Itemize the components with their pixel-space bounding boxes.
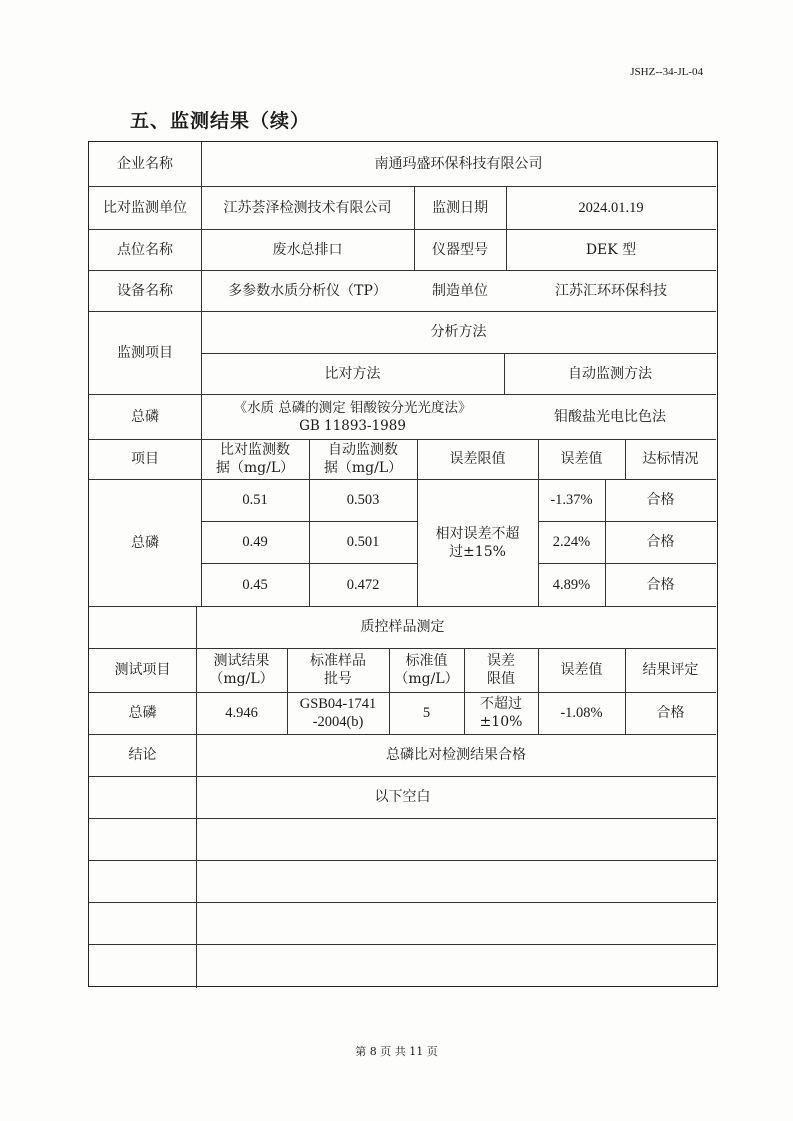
error-value: -1.37% bbox=[550, 492, 593, 508]
comparison-method-line: 《水质 总磷的测定 钼酸铵分光光度法》 bbox=[233, 399, 472, 416]
auto-value: 0.472 bbox=[346, 576, 380, 593]
header-error-value: 误差值 bbox=[560, 451, 603, 467]
monitoring-date-value: 2024.01.19 bbox=[578, 199, 644, 216]
qc-header-limit bbox=[464, 648, 538, 692]
instrument-model-label: 仪器型号 bbox=[432, 241, 488, 258]
monitoring-results-table bbox=[88, 141, 718, 987]
monitoring-date-label: 监测日期 bbox=[432, 199, 488, 216]
header-compare-data bbox=[201, 439, 309, 479]
qc-limit-line1: 不超过 bbox=[480, 696, 522, 712]
qc-batch-line2: -2004(b) bbox=[312, 714, 364, 730]
qc-header-standard-line1: 标准值 bbox=[405, 653, 448, 669]
qc-item: 总磷 bbox=[128, 705, 157, 721]
qc-header-batch-line1: 标准样品 bbox=[310, 653, 366, 669]
header-auto-data bbox=[309, 439, 417, 479]
qc-header-eval: 结果评定 bbox=[642, 662, 699, 678]
comparison-parameter: 总磷 bbox=[131, 534, 159, 551]
qc-batch-line1: GSB04-1741 bbox=[299, 696, 377, 712]
comparison-method-standard: GB 11893-1989 bbox=[299, 417, 406, 434]
manufacturer-value: 江苏汇环环保科技 bbox=[555, 282, 667, 299]
compare-value: 0.51 bbox=[242, 492, 268, 508]
qc-header-batch bbox=[287, 648, 389, 692]
company-value: 南通玛盛环保科技有限公司 bbox=[374, 156, 543, 172]
error-value: 4.89% bbox=[552, 576, 591, 593]
header-status: 达标情况 bbox=[642, 451, 699, 467]
row-divider bbox=[89, 944, 716, 945]
compare-value: 0.49 bbox=[242, 534, 268, 550]
row-divider bbox=[89, 818, 716, 819]
qc-header-limit-line2: 限值 bbox=[487, 671, 515, 687]
error-value: 2.24% bbox=[552, 534, 591, 550]
header-compare-line1: 比对监测数 bbox=[220, 442, 290, 458]
status-value: 合格 bbox=[646, 492, 675, 508]
monitoring-item-label: 监测项目 bbox=[117, 344, 173, 361]
qc-result: 4.946 bbox=[225, 705, 258, 721]
comparison-method-label: 比对方法 bbox=[324, 365, 381, 382]
instrument-model-value: DEK 型 bbox=[585, 241, 637, 258]
qc-error: -1.08% bbox=[560, 705, 603, 721]
qc-header-error: 误差值 bbox=[560, 662, 603, 678]
point-value: 废水总排口 bbox=[272, 241, 343, 258]
page-number: 第 8 页 共 11 页 bbox=[355, 1045, 438, 1058]
device-value: 多参数水质分析仪（TP） bbox=[228, 282, 387, 299]
auto-value: 0.501 bbox=[346, 534, 380, 550]
qc-batch bbox=[287, 692, 389, 734]
compare-value: 0.45 bbox=[242, 576, 268, 593]
qc-header-standard bbox=[389, 648, 464, 692]
auto-method-value: 钼酸盐光电比色法 bbox=[554, 408, 666, 425]
comparison-method-value bbox=[201, 394, 504, 439]
blank-note: 以下空白 bbox=[374, 789, 431, 805]
row-divider bbox=[89, 860, 716, 861]
qc-header-batch-line2: 批号 bbox=[324, 671, 352, 687]
auto-method-label: 自动监测方法 bbox=[568, 365, 652, 382]
qc-limit-line2: ±10% bbox=[479, 714, 523, 730]
header-item: 项目 bbox=[131, 451, 159, 467]
auto-value: 0.503 bbox=[346, 492, 380, 508]
row-divider bbox=[89, 902, 716, 903]
analysis-method-label: 分析方法 bbox=[430, 324, 487, 340]
device-label: 设备名称 bbox=[117, 282, 173, 299]
conclusion-label: 结论 bbox=[128, 747, 157, 763]
qc-header-result-line1: 测试结果 bbox=[213, 653, 270, 669]
conclusion-text: 总磷比对检测结果合格 bbox=[386, 747, 526, 763]
qc-header-item: 测试项目 bbox=[114, 662, 171, 678]
qc-header-limit-line1: 误差 bbox=[487, 653, 515, 669]
document-code: JSHZ--34-JL-04 bbox=[630, 66, 703, 78]
qc-header-standard-line2: （mg/L） bbox=[394, 671, 459, 687]
error-limit-line1: 相对误差不超 bbox=[435, 525, 520, 542]
qc-header-result bbox=[196, 648, 287, 692]
header-auto-line2: 据（mg/L） bbox=[323, 460, 403, 476]
status-value: 合格 bbox=[646, 534, 675, 550]
status-value: 合格 bbox=[646, 576, 675, 593]
qc-standard-value: 5 bbox=[422, 705, 431, 721]
section-title: 五、监测结果（续） bbox=[130, 110, 311, 132]
header-error-limit: 误差限值 bbox=[449, 451, 506, 467]
error-limit-line2: 过±15% bbox=[449, 543, 506, 560]
header-compare-line2: 据（mg/L） bbox=[215, 460, 295, 476]
comparison-error-limit bbox=[417, 479, 538, 606]
qc-limit bbox=[464, 692, 538, 734]
qc-eval: 合格 bbox=[656, 705, 685, 721]
method-parameter: 总磷 bbox=[131, 408, 159, 425]
manufacturer-label: 制造单位 bbox=[432, 282, 488, 299]
point-label: 点位名称 bbox=[117, 241, 173, 258]
header-auto-line1: 自动监测数 bbox=[328, 442, 398, 458]
monitoring-unit-label: 比对监测单位 bbox=[103, 199, 187, 216]
qc-title: 质控样品测定 bbox=[360, 619, 445, 635]
monitoring-unit-value: 江苏荟泽检测技术有限公司 bbox=[223, 199, 392, 216]
qc-header-result-line2: （mg/L） bbox=[209, 671, 274, 687]
company-label: 企业名称 bbox=[117, 156, 173, 172]
